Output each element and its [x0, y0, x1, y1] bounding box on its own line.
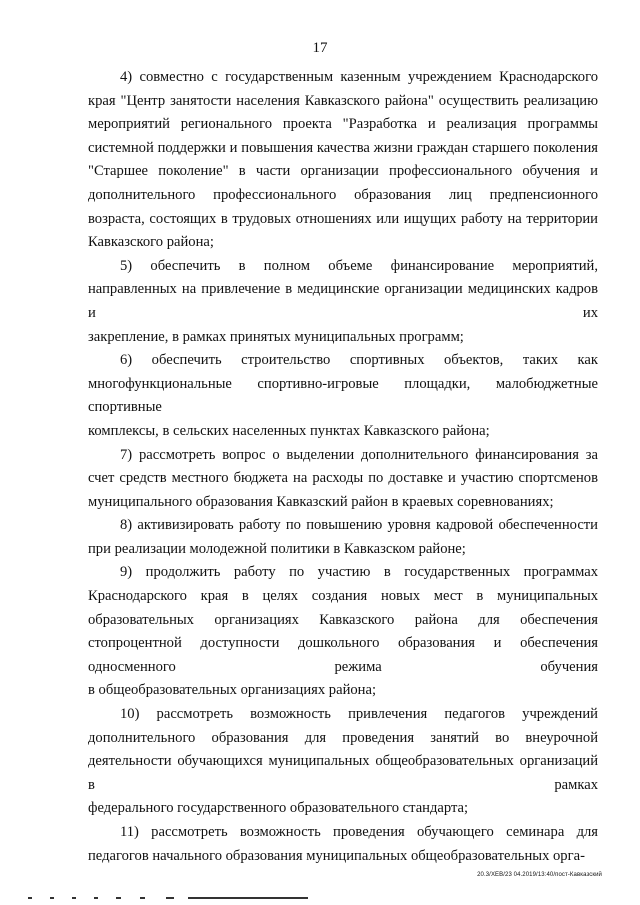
paragraph-item-10: 10) рассмотреть возможность привлечения педагогов учреждений дополнительного образования для проведения занятий во внеурочной деятельности обучающихся муниципальных общеобразовательных организаций в рамках: [88, 706, 598, 793]
paragraph-item-5-tail: закрепление, в рамках принятых муниципальных программ;: [88, 328, 464, 345]
paragraph-item-11: 11) рассмотреть возможность проведения обучающего семинара для педагогов начального образования муниципальных общеобразовательных орга-: [88, 824, 598, 864]
paragraph-item-7-tail: муниципального образования Кавказский район в краевых соревнованиях;: [88, 493, 554, 510]
paragraph-item-10-tail: федерального государственного образовательного стандарта;: [88, 800, 469, 817]
page-number: 17: [312, 40, 328, 56]
paragraph-item-9-tail: в общеобразовательных организациях района;: [88, 682, 377, 699]
document-registration-code: 20.3/ХЕВ/23 04.2019/13:40/пост-Кавказский: [477, 872, 602, 878]
paragraph-item-9: 9) продолжить работу по участию в государственных программах Краснодарского края в целях создания новых мест в муниципальных образовательных организациях Кавказского района для обеспечения стопроцентной доступности дошкольного образования и обеспечения односменного режима обучения: [88, 564, 598, 675]
scan-edge-marks: [28, 897, 318, 901]
paragraph-item-8: 8) активизировать работу по повышению уровня кадровой обеспеченности при реализации молодежной политики в Кавказском районе;: [88, 517, 598, 557]
paragraph-item-4: 4) совместно с государственным казенным учреждением Краснодарского края "Центр занятости населения Кавказского района" осуществить реализацию мероприятий регионального проекта "Разработка и реализация программы системной поддержки и повышения качества жизни граждан старшего поколения "Старшее поколение" в части организации профессионального обучения и дополнительного профессионального образования лиц предпенсионного возраста, состоящих в трудовых отношениях или ищущих работу на территории: [88, 69, 598, 227]
paragraph-item-7: 7) рассмотреть вопрос о выделении дополнительного финансирования за счет средств местного бюджета на расходы по доставке и участию спортсменов: [88, 446, 598, 487]
paragraph-item-6: 6) обеспечить строительство спортивных объектов, таких как многофункциональные спортивно-игровые площадки, малобюджетные спортивные: [88, 352, 598, 416]
paragraph-item-4-tail: Кавказского района;: [88, 234, 214, 251]
document-body: [88, 66, 598, 868]
paragraph-item-6-tail: комплексы, в сельских населенных пунктах Кавказского района;: [88, 422, 490, 439]
paragraph-item-5: 5) обеспечить в полном объеме финансирование мероприятий, направленных на привлечение в медицинские организации медицинских кадров и их: [88, 257, 598, 321]
